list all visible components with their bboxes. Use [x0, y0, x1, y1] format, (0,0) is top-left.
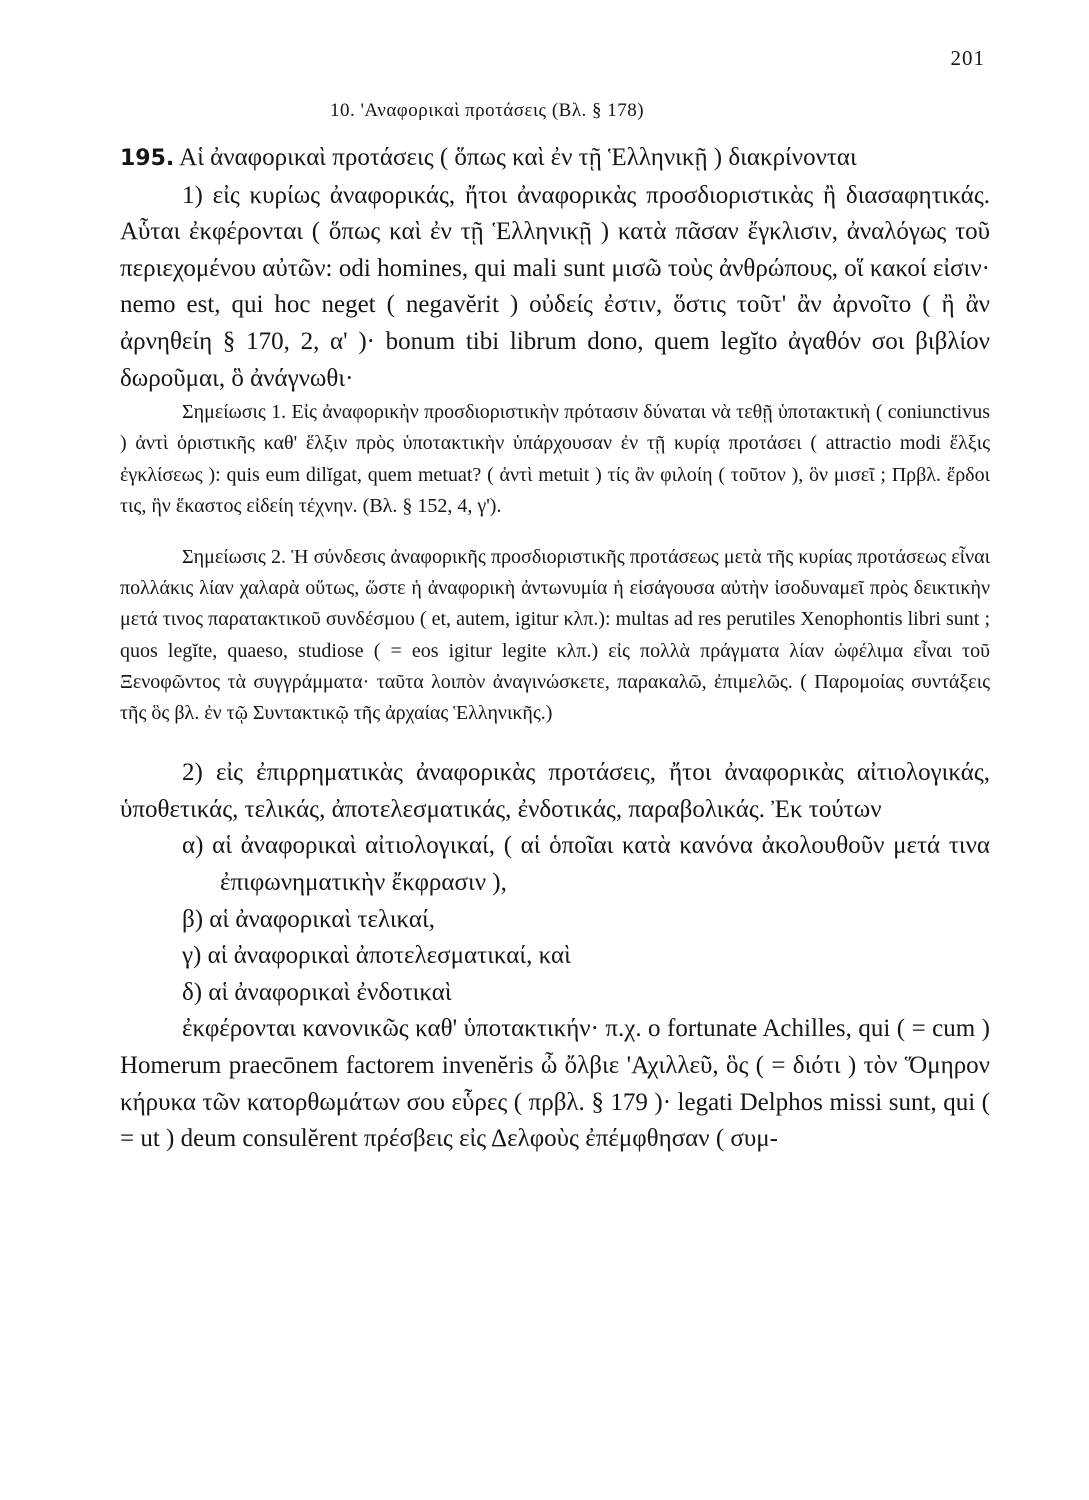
sub-item-c: γ) αἱ ἀναφορικαὶ ἀποτελεσματικαί, καὶ: [182, 942, 571, 970]
sub-item-a: α) αἱ ἀναφορικαὶ αἰτιολογικαί, ( αἱ ὁποῖαι κατὰ κανόνα ἀκολουθοῦν μετά τινα ἐπιφωνηματικὴν ἔκφρασιν ),: [182, 832, 990, 896]
sub-item-d: δ) αἱ ἀναφορικαὶ ἐνδοτικαὶ: [182, 978, 452, 1006]
body-text: [120, 140, 990, 1158]
page-number: 201: [950, 46, 985, 70]
item-2: 2) εἰς ἐπιρρηματικὰς ἀναφορικὰς προτάσεις, ἤτοι ἀναφορικὰς αἰτιολογικάς, ὑποθετικάς, τελικάς, ἀποτελεσματικάς, ἐνδοτικάς, παραβολικάς. Ἐκ τούτων: [120, 759, 990, 823]
section-heading: 10. 'Αναφορικαὶ προτάσεις (Βλ. § 178): [330, 100, 645, 121]
note-1: Σημείωσις 1. Εἰς ἀναφορικὴν προσδιοριστικὴν πρότασιν δύναται νὰ τεθῇ ὑποτακτικὴ ( coniunctivus ) ἀντὶ ὁριστικῆς καθ' ἕλξιν πρὸς ὑποτακτικὴν ὑπάρχουσαν ἐν τῇ κυρίᾳ προτάσει ( attractio modi ἕλξις ἐγκλίσεως ): quis eum dilĭgat, quem metuat? ( ἀντὶ metuit ) τίς ἂν φιλοίη ( τοῦτον ), ὃν μισεῖ ; Πρβλ. ἔρδοι τις, ἣν ἕκαστος εἰδείη τέχνην. (Βλ. § 152, 4, γ').: [120, 401, 990, 517]
note-2: Σημείωσις 2. Ἡ σύνδεσις ἀναφορικῆς προσδιοριστικῆς προτάσεως μετὰ τῆς κυρίας προτάσεως εἶναι πολλάκις λίαν χαλαρὰ οὕτως, ὥστε ἡ ἀναφορικὴ ἀντωνυμία ἡ εἰσάγουσα αὐτὴν ἰσοδυναμεῖ πρὸς δεικτικὴν μετά τινος παρατακτικοῦ συνδέσμου ( et, autem, igitur κλπ.): multas ad res perutiles Xenophontis libri sunt ; quos legĭte, quaeso, studiose ( = eos igitur legite κλπ.) εἰς πολλὰ πράγματα λίαν ὠφέλιμα εἶναι τοῦ Ξενοφῶντος τὰ συγγράμματα· ταῦτα λοιπὸν ἀναγινώσκετε, παρακαλῶ, ἐπιμελῶς. ( Παρομοίας συντάξεις τῆς ὃς βλ. ἐν τῷ Συντακτικῷ τῆς ἀρχαίας Ἑλληνικῆς.): [120, 545, 990, 724]
item-1: 1) εἰς κυρίως ἀναφορικάς, ἤτοι ἀναφορικὰς προσδιοριστικὰς ἢ διασαφητικάς. Αὗται ἐκφέρονται ( ὅπως καὶ ἐν τῇ Ἑλληνικῇ ) κατὰ πᾶσαν ἔγκλισιν, ἀναλόγως τοῦ περιεχομένου αὐτῶν: odi homines, qui mali sunt μισῶ τοὺς ἀνθρώπους, οἵ κακοί εἰσιν· nemo est, qui hoc neget ( negavĕrit ) οὐδείς ἐστιν, ὅστις τοῦτ' ἂν ἀρνοῖτο ( ἢ ἂν ἀρνηθείη § 170, 2, α' )· bonum tibi librum dono, quem legĭto ἀγαθόν σοι βιβλίον δωροῦμαι, ὃ ἀνάγνωθι·: [120, 181, 990, 392]
sub-item-b: β) αἱ ἀναφορικαὶ τελικαί,: [182, 905, 435, 933]
paragraph-number: 195.: [120, 146, 175, 171]
paragraph-195: [120, 140, 990, 178]
closing-paragraph: ἐκφέρονται κανονικῶς καθ' ὑποτακτικήν· π.χ. o fortunate Achilles, qui ( = cum ) Homerum praecōnem factorem invenĕris ὦ ὄλβιε 'Αχιλλεῦ, ὃς ( = διότι ) τὸν Ὅμηρον κήρυκα τῶν κατορθωμάτων σου εὗρες ( πρβλ. § 179 )· legati Delphos missi sunt, qui ( = ut ) deum consulĕrent πρέσβεις εἰς Δελφοὺς ἐπέμφθησαν ( συμ-: [120, 1015, 990, 1153]
paragraph-195-text: Αἱ ἀναφορικαὶ προτάσεις ( ὅπως καὶ ἐν τῇ Ἑλληνικῇ ) διακρίνονται: [179, 144, 857, 171]
